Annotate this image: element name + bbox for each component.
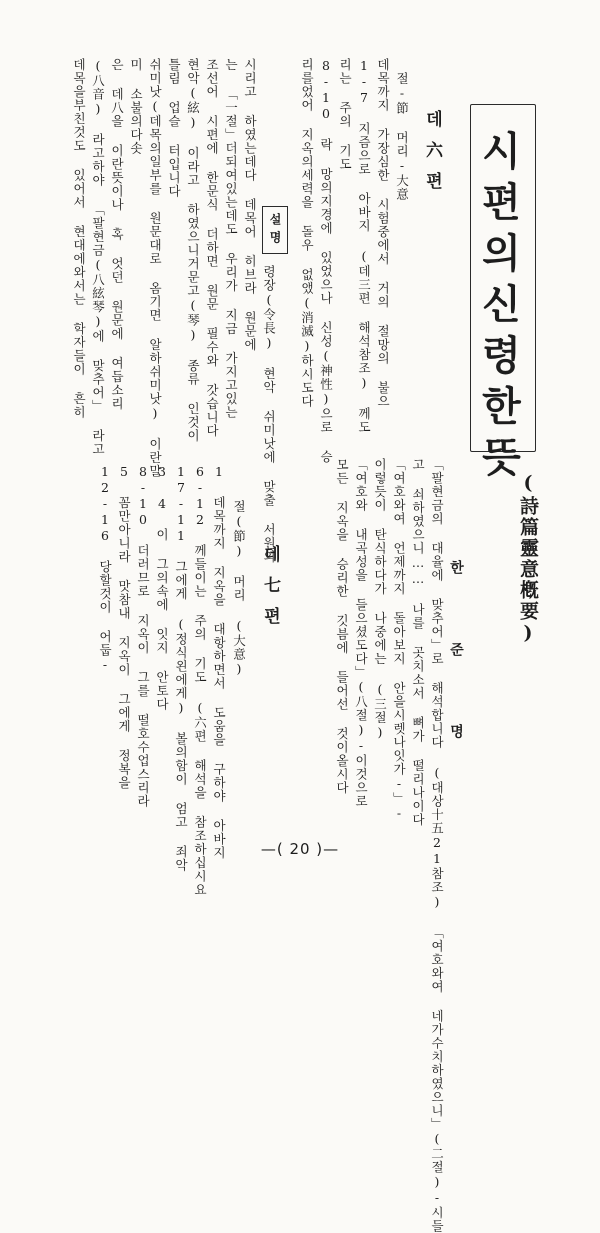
intro-line: 「여호와 내곡성을 들으셨도다」(八절)-이것으로	[353, 458, 369, 808]
ch6-note: 미 소불의다솟	[128, 58, 144, 155]
ch6-note: 쉬미낫(데목의일부를 원문대로 옴기면 알하쉬미낫) 이란말	[147, 58, 163, 478]
page-number: —( 20 )—	[260, 840, 340, 858]
ch7-line: 17-11 그에게 (정식왼에게) 볼의함이 엄고 죄악	[173, 464, 189, 872]
explanation-label: 설명	[268, 213, 282, 249]
page-subtitle: (詩篇靈意槪要)	[517, 472, 539, 646]
ch7-line: 절(節) 머리 (大意)	[231, 500, 247, 677]
ch7-line: 1 데목까지 지옥을 대항하면서 도움을 구하야 아바지	[211, 464, 227, 860]
ch6-line: 리는 주의 기도	[337, 58, 353, 171]
page-title: 시편의신령한뜻	[475, 130, 522, 487]
ch6-line: 리를었어 지옥의세력을 돌우 없앴(消滅)하시도다	[299, 58, 315, 408]
ch6-line: 1-7 지즘으로 아바지 (데三편 해석참조) 께도	[356, 58, 372, 434]
ch7-line: 6-12 께들이는 주의 기도 (六편 해석을 참조하십시요	[192, 464, 208, 897]
ch6-note: 령장(令長) 현악 쉬미낫에 맞출 서원의	[261, 265, 277, 564]
intro-line: 「팔현금의 대율에 맞추어」로 해석합니다 (대상十五21참조) 「여호와여 네가수치하였으니」(二절)-시들	[429, 458, 445, 1233]
ch7-line: 5 꼼만아니라 맛참내 지옥이 그에게 정복을	[116, 464, 132, 790]
chapter-6-heading: 데六편	[422, 110, 442, 203]
intro-line: 「여호와여 언제까지 돌아보지 안을시렛나잇가-」-	[391, 458, 407, 822]
ch7-line: 8-10 더러므로 지옥이 그를 떨호수업스리라	[135, 464, 151, 808]
ch6-note: 은 데八을 이란뜻이나 혹 엇던 원문에 여듭소리	[109, 58, 125, 411]
ch6-line: 8-10 락 망의지경에 있었으나 신성(神性)으로 승	[318, 58, 334, 464]
ch6-note: 틀림 업슬 터입니다	[166, 58, 182, 198]
ch6-note: 시리고 하였는데다 데목어 히브라 원문에	[242, 58, 258, 352]
ch6-note: 현악(絃) 이라고 하였으니거문고(琴) 종류 인것이	[185, 58, 201, 443]
ch7-line: 12-16 당할것이 어둡-	[97, 464, 113, 673]
intro-line: 모든 지옥을 승리한 깃븜에 들어선 것이올시다	[334, 458, 350, 795]
ch6-note: 조선어 시편에 한문식 더하면 원문 필수와 갓습니다	[204, 58, 220, 438]
ch6-note: 는 「一절」더되여있는데도 우리가 지금 가지고있는	[223, 58, 239, 419]
author-name: 한 준 명	[448, 560, 464, 764]
chapter-7-heading: 데七편	[260, 545, 280, 638]
intro-line: 이렇듯이 탄식하다가 나중에는 (三절)	[372, 458, 388, 741]
ch6-line: 절-節 머리-大意	[394, 72, 410, 201]
ch7-line: 3 4 이 그의속에 잇지 안토다	[154, 464, 170, 711]
intro-line: 고 쇠하였으니…… 나를 곳치소서 뼈가 떨리나이다	[410, 458, 426, 827]
ch6-note: (八音) 라고하야 「팔현금(八絃琴)에 맞추어」 라고	[90, 58, 106, 456]
ch6-line: 데목까지 가장심한 시험중에서 거의 절망의 불으	[375, 58, 391, 408]
ch6-note: 데목을부친것도 있어서 현대에와서는 학자들이 흔히	[71, 58, 87, 419]
